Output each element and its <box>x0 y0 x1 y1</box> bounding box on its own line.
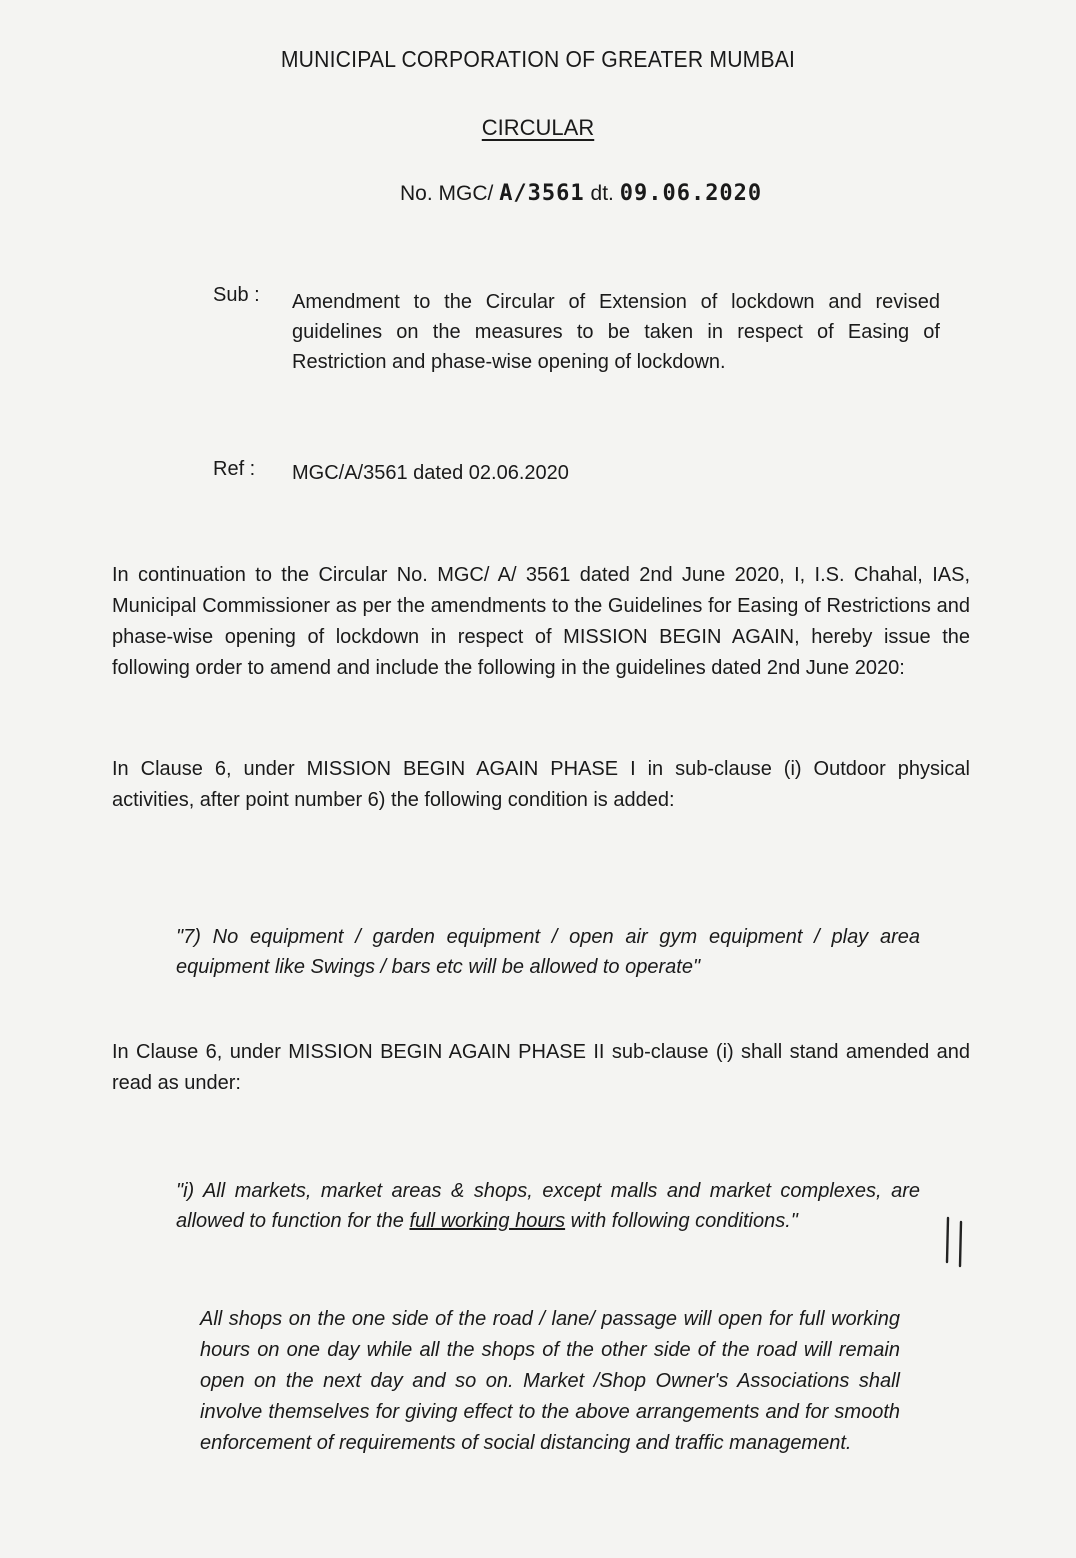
continuation-paragraph: In continuation to the Circular No. MGC/ A/ 3561 dated 2nd June 2020, I, I.S. Chahal, IAS, Municipal Commissioner as per the amendments to the Guidelines for Easing of Restrictions and phase-wise opening of lockdown in respect of MISSION BEGIN AGAIN, hereby issue the following order to amend and include the following in the guidelines dated 2nd June 2020: <box>112 564 970 679</box>
markets-quote-start: "i) All markets, market areas & shops, except malls and market complexes, are allowed to function for the <box>176 1180 920 1232</box>
shops-arrangement-paragraph: All shops on the one side of the road / lane/ passage will open for full working hours on one day while all the shops of the other side of the road will remain open on the next day and so on. Market /Shop Owner's Associations shall involve themselves for giving effect to the above arrangements and for smooth enforcement of requirements of social distancing and traffic management. <box>200 1308 900 1454</box>
markets-quote <box>176 1176 920 1236</box>
point-7-quote: "7) No equipment / garden equipment / open air gym equipment / play area equipment like Swings / bars etc will be allowed to operate" <box>176 926 920 978</box>
circular-title: CIRCULAR <box>481 115 595 140</box>
reference-label: Ref : <box>213 458 256 480</box>
handwritten-margin-marks <box>942 1214 968 1268</box>
number-prefix: No. MGC/ <box>400 182 494 205</box>
circular-number-line <box>400 181 762 206</box>
handwritten-number: A/3561 <box>499 181 585 206</box>
organization-heading: MUNICIPAL CORPORATION OF GREATER MUMBAI <box>280 46 796 72</box>
full-working-hours-underlined: full working hours <box>409 1210 566 1232</box>
handwritten-date: 09.06.2020 <box>619 181 763 206</box>
markets-quote-end: with following conditions." <box>570 1210 798 1232</box>
reference-text: MGC/A/3561 dated 02.06.2020 <box>292 462 569 484</box>
document-type-heading <box>0 115 1076 141</box>
clause-6-phase-1-paragraph: In Clause 6, under MISSION BEGIN AGAIN PHASE I in sub-clause (i) Outdoor physical activities, after point number 6) the following condition is added: <box>112 758 970 811</box>
subject-text: Amendment to the Circular of Extension of lockdown and revised guidelines on the measures to be taken in respect of Easing of Restriction and phase-wise opening of lockdown. <box>292 291 940 373</box>
subject-label: Sub : <box>213 284 260 306</box>
clause-6-phase-2-paragraph: In Clause 6, under MISSION BEGIN AGAIN PHASE II sub-clause (i) shall stand amended and read as under: <box>112 1041 970 1094</box>
date-prefix: dt. <box>590 182 614 205</box>
